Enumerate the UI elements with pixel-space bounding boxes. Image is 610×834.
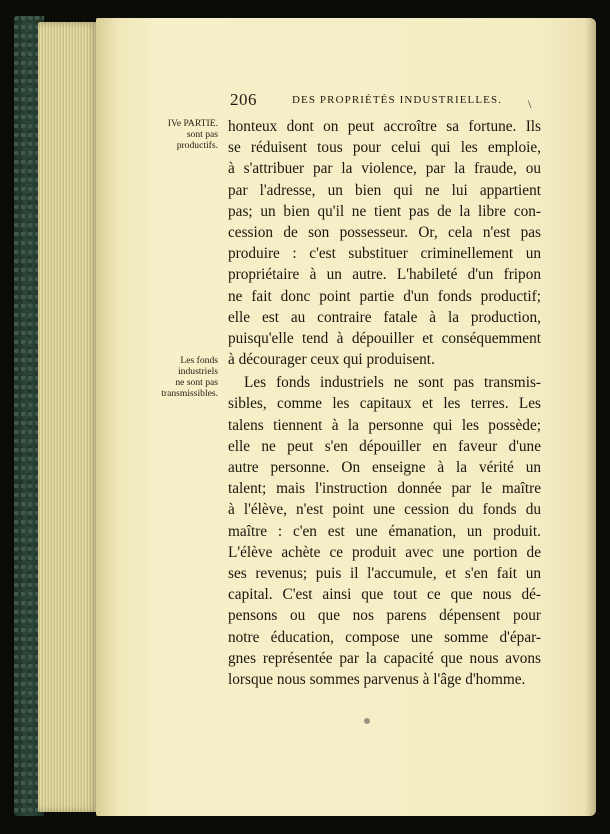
text-line: L'élève achète ce produit avec une portion de [228,543,541,561]
page-number: 206 [230,90,257,109]
margin-note-line: IVe PARTIE. [167,118,218,129]
text-line: se réduisent tous pour celui qui les emploie, [228,139,541,157]
margin-note-line: industriels [178,366,218,377]
page-gutter-shade [585,18,596,816]
page-header [230,90,542,110]
margin-note-line: transmissibles. [161,388,218,399]
body-text [228,116,541,690]
text-line: par l'adresse, un bien qui ne lui appartient [228,181,541,199]
margin-note-line: ne sont pas [175,377,218,388]
text-line: à décourager ceux qui produisent. [228,351,435,369]
text-line: produire : c'est substituer criminellement un [228,245,541,263]
margin-note-line: productifs. [176,140,218,151]
paragraph-2 [228,372,541,690]
text-line: autre personne. On enseigne à la vérité un [228,459,541,476]
text-line: cession de son possesseur. Or, cela n'est pas [228,223,541,241]
text-line: pas; un bien qu'il ne tient pas de la libre con- [228,202,541,220]
text-line: à s'attribuer par la violence, par la fraude, ou [228,160,541,178]
paragraph-1 [228,116,541,370]
text-line: notre éducation, compose une somme d'épar- [228,628,541,646]
text-line: propriétaire à un autre. L'habileté d'un fripon [228,266,541,284]
text-line: lorsque nous sommes parvenus à l'âge d'homme. [228,670,526,688]
text-line: honteux dont on peut accroître sa fortune. Ils [228,118,541,135]
margin-note-line: Les fonds [180,355,218,366]
text-line: ses revenus; puis il l'accumule, et s'en fait un [228,564,541,582]
text-line: capital. C'est ainsi que tout ce que nous dé- [228,586,541,604]
page-edges [38,22,100,812]
margin-note-part [168,118,218,151]
text-line: pensons ou que nos parens dépensent pour [228,607,541,625]
text-line: sibles, comme les capitaux et les terres. Les [228,395,541,413]
text-line: elle est au contraire fatale à la production, [228,308,541,326]
text-line: elle ne peut s'en dépouiller en faveur d'une [228,437,541,455]
margin-note-line: sont pas [186,129,218,140]
ink-dot [364,718,370,724]
margin-note-transmissible [161,355,218,399]
corner-mark: \ [528,97,532,111]
text-line: maître : c'en est une émanation, un produit. [228,522,541,540]
text-line: talens tiennent à la personne qui les possède; [228,416,541,434]
running-head: DES PROPRIÉTÉS INDUSTRIELLES. [292,94,503,106]
text-line: à l'élève, n'est point une cession du fonds du [228,501,541,519]
text-line: gnes représentée par la capacité que nous avons [228,649,541,667]
text-line: Les fonds industriels ne sont pas transmis- [244,374,541,392]
text-line: ne fait donc point partie d'un fonds productif; [228,287,541,305]
text-line: talent; mais l'instruction donnée par le maître [228,480,541,498]
text-line: puisqu'elle tend à dépouiller et conséquemment [228,329,541,347]
